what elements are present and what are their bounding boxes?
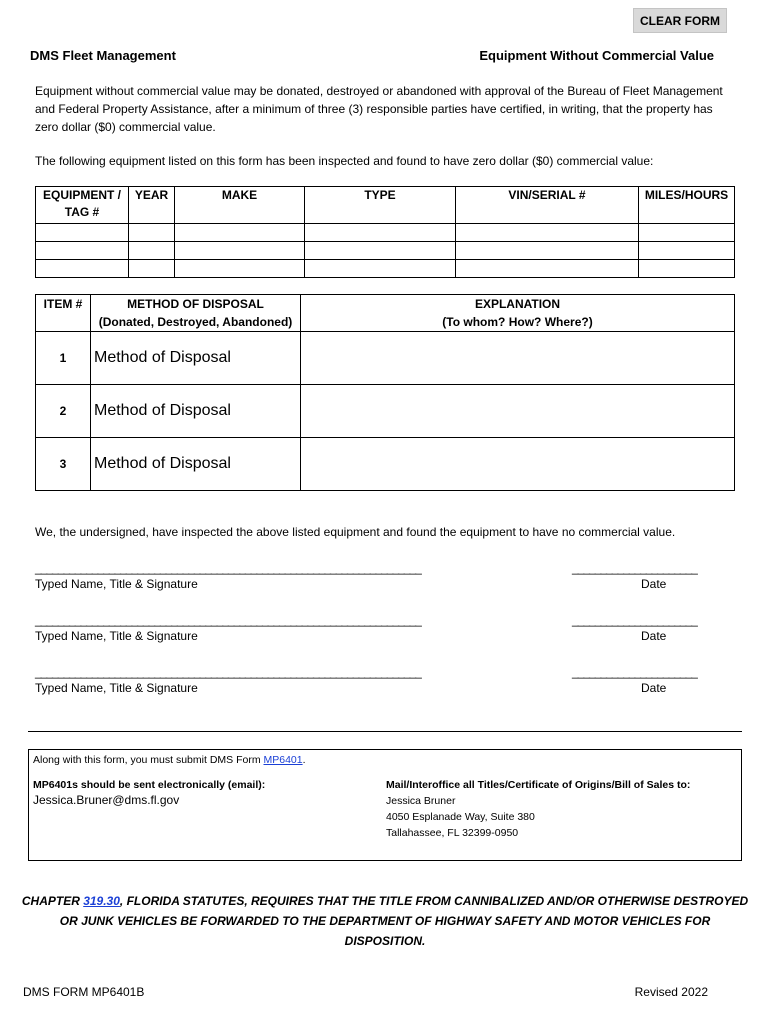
signature-label: Typed Name, Title & Signature bbox=[35, 681, 198, 695]
method-of-disposal-dropdown[interactable]: Method of Disposal bbox=[91, 332, 301, 385]
year-field[interactable] bbox=[129, 260, 175, 278]
col-item-number-label: ITEM # bbox=[43, 297, 83, 311]
vin-serial-field[interactable] bbox=[456, 224, 639, 242]
col-miles-hours: MILES/HOURS bbox=[639, 187, 735, 224]
date-label: Date bbox=[641, 577, 667, 591]
miles-hours-field[interactable] bbox=[639, 224, 735, 242]
vin-serial-field[interactable] bbox=[456, 242, 639, 260]
mp6401-link[interactable]: MP6401 bbox=[263, 754, 303, 766]
table-row bbox=[36, 260, 735, 278]
disposal-table bbox=[35, 294, 735, 491]
col-method-label: METHOD OF DISPOSAL bbox=[127, 297, 264, 311]
submission-note-text: Along with this form, you must submit DMS Form bbox=[33, 754, 264, 766]
col-method-sublabel: (Donated, Destroyed, Abandoned) bbox=[98, 315, 293, 329]
statute-notice bbox=[20, 891, 750, 951]
col-explanation-label: EXPLANATION bbox=[474, 297, 561, 311]
signature-line[interactable]: ____________________________________________________________________ bbox=[35, 665, 421, 679]
equipment-tag-field[interactable] bbox=[36, 224, 129, 242]
col-explanation bbox=[301, 295, 735, 332]
email-heading: MP6401s should be sent electronically (email): bbox=[33, 779, 266, 791]
miles-hours-field[interactable] bbox=[639, 260, 735, 278]
equipment-tag-field[interactable] bbox=[36, 260, 129, 278]
submission-note-end: . bbox=[302, 754, 306, 766]
signature-line[interactable]: ____________________________________________________________________ bbox=[35, 613, 421, 627]
mail-name: Jessica Bruner bbox=[386, 795, 456, 807]
header-agency: DMS Fleet Management bbox=[30, 48, 176, 63]
mail-heading: Mail/Interoffice all Titles/Certificate of Origins/Bill of Sales to: bbox=[386, 779, 691, 791]
date-line[interactable]: ______________________ bbox=[572, 561, 697, 575]
year-field[interactable] bbox=[129, 224, 175, 242]
form-number: DMS FORM MP6401B bbox=[23, 985, 145, 999]
col-equipment-tag: EQUIPMENT / TAG # bbox=[36, 187, 129, 224]
table-row bbox=[36, 242, 735, 260]
col-vin-serial: VIN/SERIAL # bbox=[456, 187, 639, 224]
date-line[interactable]: ______________________ bbox=[572, 665, 697, 679]
header-form-title: Equipment Without Commercial Value bbox=[479, 48, 714, 63]
date-label: Date bbox=[641, 629, 667, 643]
date-line[interactable]: ______________________ bbox=[572, 613, 697, 627]
explanation-field[interactable] bbox=[301, 385, 735, 438]
mail-city: Tallahassee, FL 32399-0950 bbox=[386, 827, 519, 839]
statute-notice-line2: OR JUNK VEHICLES BE FORWARDED TO THE DEPARTMENT OF HIGHWAY SAFETY AND MOTOR VEHICLES FOR DISPOSITION. bbox=[59, 914, 711, 948]
method-of-disposal-dropdown[interactable]: Method of Disposal bbox=[91, 438, 301, 491]
method-of-disposal-dropdown[interactable]: Method of Disposal bbox=[91, 385, 301, 438]
equipment-table bbox=[35, 186, 735, 278]
table-row bbox=[36, 224, 735, 242]
type-field[interactable] bbox=[305, 224, 456, 242]
statute-prefix: CHAPTER bbox=[21, 894, 84, 908]
vin-serial-field[interactable] bbox=[456, 260, 639, 278]
type-field[interactable] bbox=[305, 242, 456, 260]
item-number: 3 bbox=[36, 438, 91, 491]
make-field[interactable] bbox=[175, 260, 305, 278]
table-row bbox=[36, 385, 735, 438]
make-field[interactable] bbox=[175, 224, 305, 242]
submission-info-box bbox=[28, 749, 742, 861]
intro-paragraph: Equipment without commercial value may be donated, destroyed or abandoned with approval of the Bureau of Fleet Management and Federal Property Assistance, after a minimum of three (3) responsible parties have certified, in writing, that the property has zero dollar ($0) commercial value. bbox=[35, 84, 723, 134]
col-item-number bbox=[36, 295, 91, 332]
date-label: Date bbox=[641, 681, 667, 695]
disposal-header-row bbox=[36, 295, 735, 332]
signature-label: Typed Name, Title & Signature bbox=[35, 629, 198, 643]
certification-statement: We, the undersigned, have inspected the above listed equipment and found the equipment to have no commercial value. bbox=[35, 525, 676, 539]
item-number: 2 bbox=[36, 385, 91, 438]
equipment-tag-field[interactable] bbox=[36, 242, 129, 260]
col-year: YEAR bbox=[129, 187, 175, 224]
equipment-header-row bbox=[36, 187, 735, 224]
signature-line[interactable]: ____________________________________________________________________ bbox=[35, 561, 421, 575]
col-type: TYPE bbox=[305, 187, 456, 224]
mail-street: 4050 Esplanade Way, Suite 380 bbox=[386, 811, 535, 823]
email-address: Jessica.Bruner@dms.fl.gov bbox=[33, 793, 180, 807]
statute-line1-text: , FLORIDA STATUTES, REQUIRES THAT THE TITLE FROM CANNIBALIZED AND/OR OTHERWISE DESTROYED bbox=[119, 894, 749, 908]
submission-note bbox=[33, 752, 306, 768]
statute-319-30-link[interactable]: 319.30 bbox=[83, 894, 120, 908]
statute-notice-line1 bbox=[20, 891, 750, 911]
table-row bbox=[36, 332, 735, 385]
clear-form-button[interactable]: CLEAR FORM bbox=[633, 8, 727, 33]
explanation-field[interactable] bbox=[301, 332, 735, 385]
section-divider bbox=[28, 731, 742, 732]
make-field[interactable] bbox=[175, 242, 305, 260]
intro-list-statement: The following equipment listed on this form has been inspected and found to have zero dollar ($0) commercial value: bbox=[35, 154, 654, 168]
item-number: 1 bbox=[36, 332, 91, 385]
table-row bbox=[36, 438, 735, 491]
revision-date: Revised 2022 bbox=[634, 985, 708, 999]
signature-label: Typed Name, Title & Signature bbox=[35, 577, 198, 591]
miles-hours-field[interactable] bbox=[639, 242, 735, 260]
col-make: MAKE bbox=[175, 187, 305, 224]
col-explanation-sublabel: (To whom? How? Where?) bbox=[442, 315, 593, 329]
col-method-of-disposal bbox=[91, 295, 301, 332]
explanation-field[interactable] bbox=[301, 438, 735, 491]
year-field[interactable] bbox=[129, 242, 175, 260]
type-field[interactable] bbox=[305, 260, 456, 278]
